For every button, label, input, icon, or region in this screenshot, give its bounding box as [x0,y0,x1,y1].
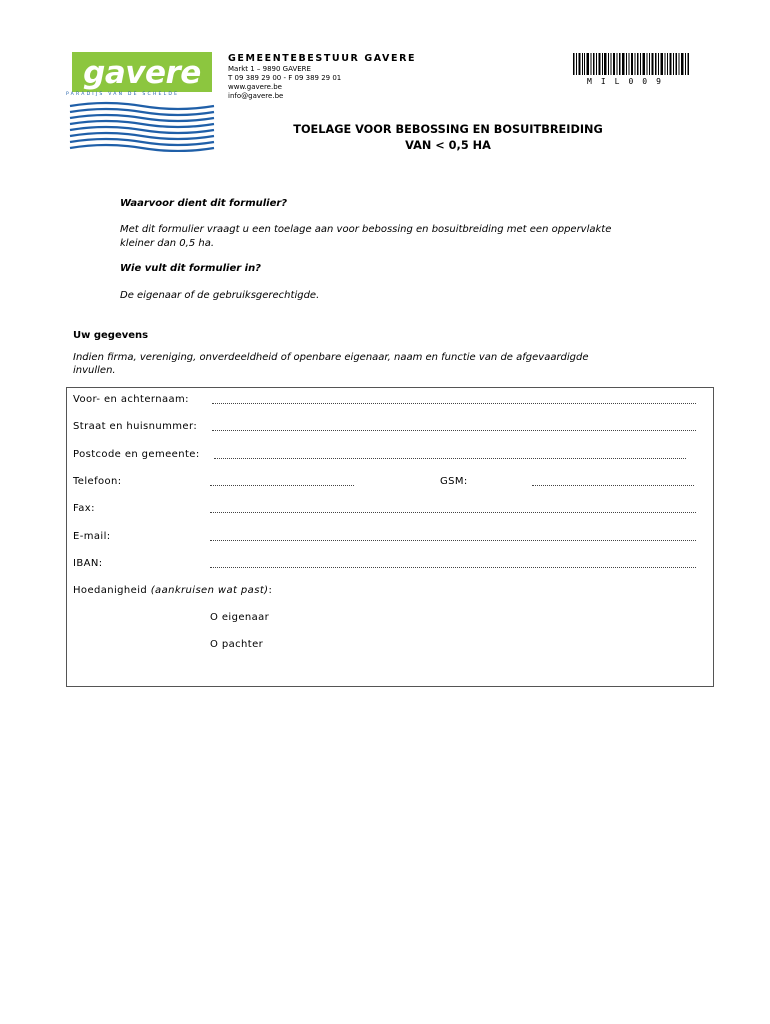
email-field[interactable] [210,540,696,541]
fax-label: Fax: [73,503,95,514]
capacity-label-text: Hoedanigheid [73,585,151,596]
street-label: Straat en huisnummer: [73,421,198,432]
org-header [228,53,478,101]
capacity-label [73,584,272,597]
email-label: E-mail: [73,531,111,542]
phone-label: Telefoon: [73,476,122,487]
name-label: Voor- en achternaam: [73,394,189,405]
fax-field[interactable] [210,512,696,513]
barcode-text: MIL009 [587,77,670,86]
barcode-icon [573,53,691,75]
logo-tagline: PARADIJS VAN DE SCHELDE [66,92,180,97]
intro-question-purpose: Waarvoor dient dit formulier? [120,198,288,209]
org-name: GEMEENTEBESTUUR GAVERE [228,53,417,64]
org-email[interactable]: info@gavere.be [228,92,284,100]
form-title-line2: VAN < 0,5 HA [405,139,491,152]
barcode [573,53,691,87]
street-field[interactable] [212,430,696,431]
section-heading: Uw gegevens [73,330,149,341]
logo-waves-icon [66,98,218,152]
iban-field[interactable] [210,567,696,568]
iban-label: IBAN: [73,558,103,569]
postcode-field[interactable] [214,458,686,459]
postcode-label: Postcode en gemeente: [73,449,200,460]
org-phone: T 09 389 29 00 - F 09 389 29 01 [228,74,342,82]
gsm-label: GSM: [440,476,468,487]
gsm-field[interactable] [532,485,694,486]
logo-wordmark: gavere [83,55,201,91]
capacity-colon: : [268,585,273,596]
intro-answer-purpose-line1: Met dit formulier vraagt u een toelage aan voor bebossing en bosuitbreiding met een oppervlakte [120,224,612,235]
intro-question-who: Wie vult dit formulier in? [120,263,261,274]
org-website[interactable]: www.gavere.be [228,83,282,91]
section-note-line1: Indien firma, vereniging, onverdeeldheid of openbare eigenaar, naam en functie van de afgevaardigde [73,352,589,363]
form-title-line1: TOELAGE VOOR BEBOSSING EN BOSUITBREIDING [293,123,603,136]
option-tenant[interactable]: O pachter [210,639,264,650]
intro-answer-who: De eigenaar of de gebruiksgerechtigde. [120,290,320,301]
section-note-line2: invullen. [73,365,116,376]
name-field[interactable] [212,403,696,404]
capacity-hint: (aankruisen wat past) [150,585,269,596]
form-title [218,122,678,154]
option-owner[interactable]: O eigenaar [210,612,270,623]
phone-field[interactable] [210,485,354,486]
org-address: Markt 1 – 9890 GAVERE [228,65,311,73]
intro-answer-purpose-line2: kleiner dan 0,5 ha. [120,238,214,249]
gavere-logo [66,50,218,152]
